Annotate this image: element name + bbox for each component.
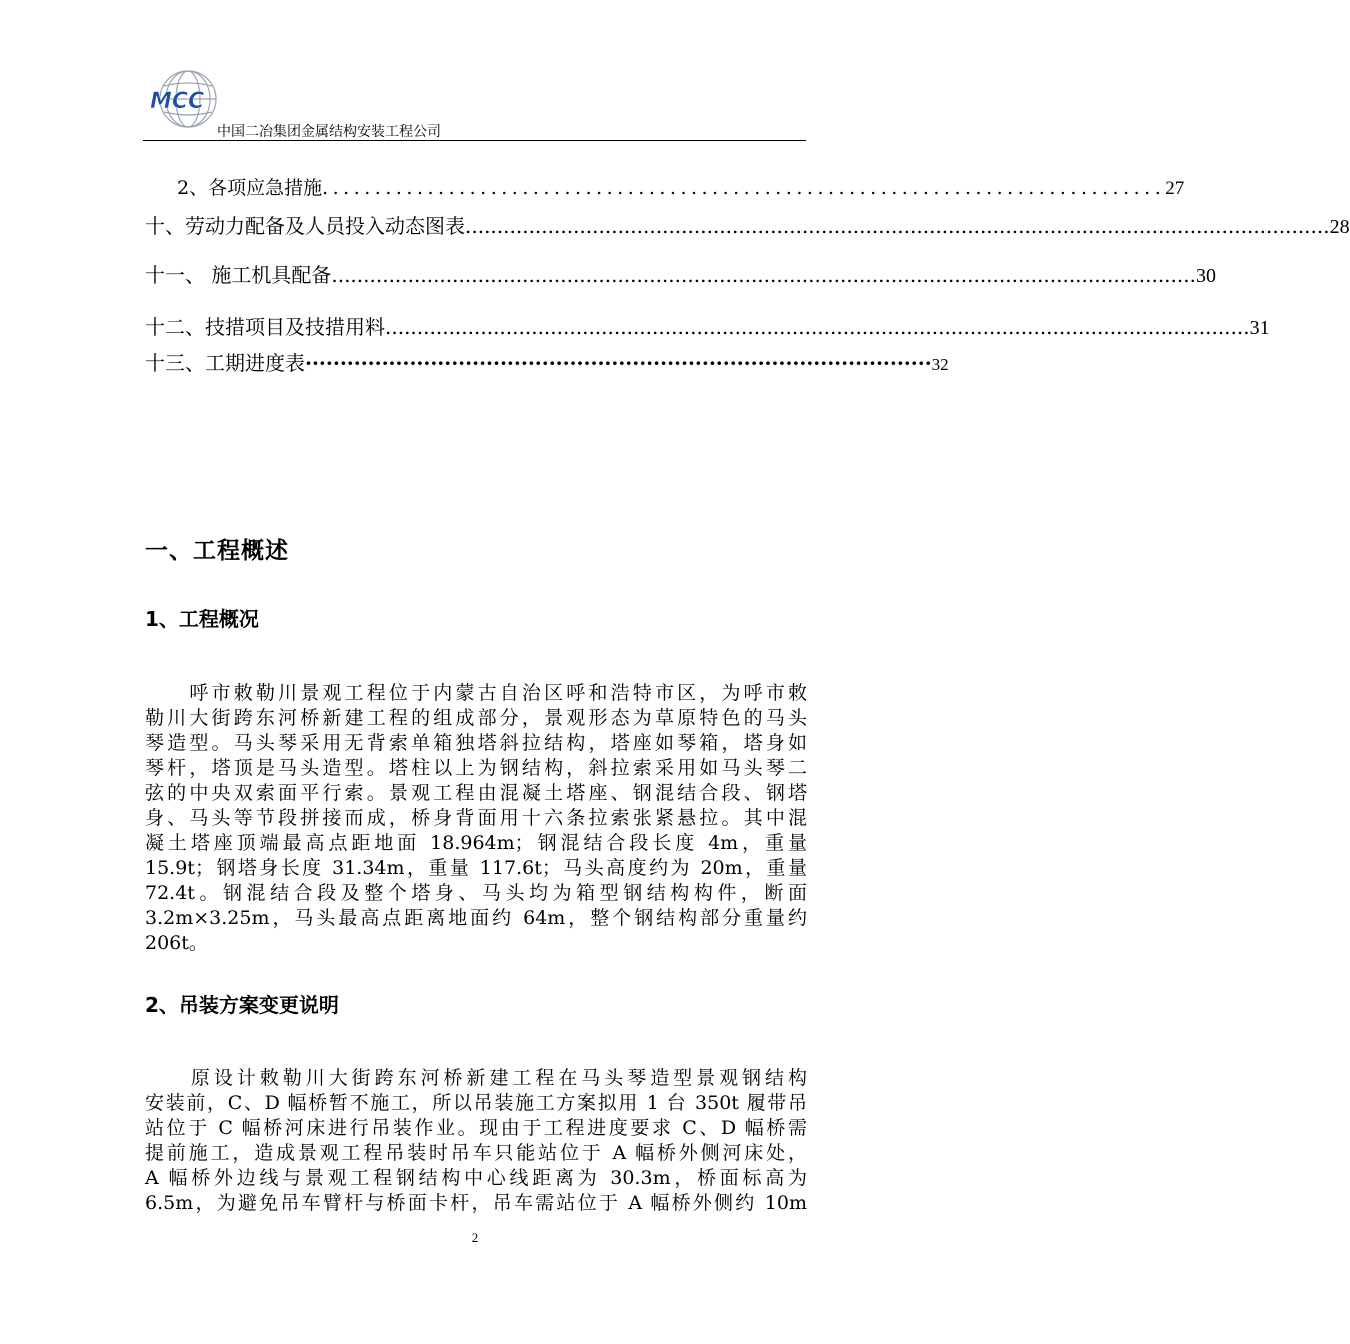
logo-text: MCC	[150, 89, 205, 114]
toc-leader-dots: ........................................................................................................................................	[331, 263, 1196, 287]
paragraph-line: 原设计敕勒川大街跨东河桥新建工程在马头琴造型景观钢结构	[145, 1067, 807, 1089]
paragraph-line: 提前施工，造成景观工程吊装时吊车只能站位于 A 幅桥外侧河床处，	[145, 1142, 807, 1164]
toc-entry-page: 27	[1165, 178, 1185, 199]
header-divider	[143, 140, 806, 141]
subsection-heading: 1、工程概况	[145, 607, 259, 631]
paragraph-line: 凝土塔座顶端最高点距地面 18.964m；钢混结合段长度 4m，重量	[145, 832, 807, 854]
toc-entry[interactable]	[145, 210, 1350, 239]
paragraph-line: 站位于 C 幅桥河床进行吊装作业。现由于工程进度要求 C、D 幅桥需	[145, 1117, 807, 1139]
toc-entry-title: 十、劳动力配备及人员投入动态图表	[145, 214, 465, 238]
company-name: 中国二冶集团金属结构安装工程公司	[217, 124, 441, 140]
paragraph-line: 勒川大街跨东河桥新建工程的组成部分，景观形态为草原特色的马头	[145, 707, 807, 729]
toc-entry-page: 32	[931, 355, 949, 374]
paragraph-line: 琴造型。马头琴采用无背索单箱独塔斜拉结构，塔座如琴箱，塔身如	[145, 732, 807, 754]
paragraph-line: 呼市敕勒川景观工程位于内蒙古自治区呼和浩特市区，为呼市敕	[145, 682, 807, 704]
toc-entry-page: 28	[1329, 216, 1350, 238]
section-heading: 一、工程概述	[145, 538, 289, 564]
toc-entry-title: 十三、工期进度表	[145, 351, 305, 375]
toc-entry-page: 30	[1195, 265, 1216, 287]
paragraph-line: 72.4t。钢混结合段及整个塔身、马头均为箱型钢结构构件，断面	[145, 882, 807, 904]
toc-entry-title: 十一、 施工机具配备	[145, 263, 332, 287]
paragraph-line: 206t。	[145, 932, 208, 954]
paragraph-line: 安装前，C、D 幅桥暂不施工，所以吊装施工方案拟用 1 台 350t 履带吊	[145, 1092, 807, 1114]
toc-leader-dots: ........................................................................................................................................	[465, 214, 1330, 238]
paragraph-line: 弦的中央双索面平行索。景观工程由混凝土塔座、钢混结合段、钢塔	[145, 782, 807, 804]
paragraph-line: 15.9t；钢塔身长度 31.34m，重量 117.6t；马头高度约为 20m，重量	[145, 857, 807, 879]
subsection-heading: 2、吊装方案变更说明	[145, 993, 339, 1017]
paragraph-line: 6.5m，为避免吊车臂杆与桥面卡杆，吊车需站位于 A 幅桥外侧约 10m	[145, 1192, 807, 1214]
toc-entry-title: 十二、技措项目及技措用料	[145, 315, 385, 339]
toc-entry[interactable]	[145, 259, 1216, 288]
paragraph-line: 3.2m×3.25m，马头最高点距离地面约 64m，整个钢结构部分重量约	[145, 907, 807, 929]
paragraph-line: 琴杆，塔顶是马头造型。塔柱以上为钢结构，斜拉索采用如马头琴二	[145, 757, 807, 779]
paragraph-line: 身、马头等节段拼接而成，桥身背面用十六条拉索张紧悬拉。其中混	[145, 807, 807, 829]
toc-leader-dots: ........................................................................................................................................	[385, 315, 1250, 339]
toc-leader-dots: ................................................................................	[322, 177, 1166, 199]
toc-entry[interactable]	[145, 311, 1270, 340]
paragraph-line: A 幅桥外边线与景观工程钢结构中心线距离为 30.3m，桥面标高为	[145, 1167, 807, 1189]
toc-entry-title: 2、各项应急措施	[177, 177, 323, 199]
mcc-logo	[140, 66, 222, 132]
toc-entry[interactable]	[145, 347, 949, 376]
toc-entry-page: 31	[1249, 317, 1270, 339]
toc-entry[interactable]	[177, 173, 1185, 200]
toc-leader-dots: ··························································································	[305, 351, 932, 375]
page-number: 2	[471, 1230, 479, 1245]
